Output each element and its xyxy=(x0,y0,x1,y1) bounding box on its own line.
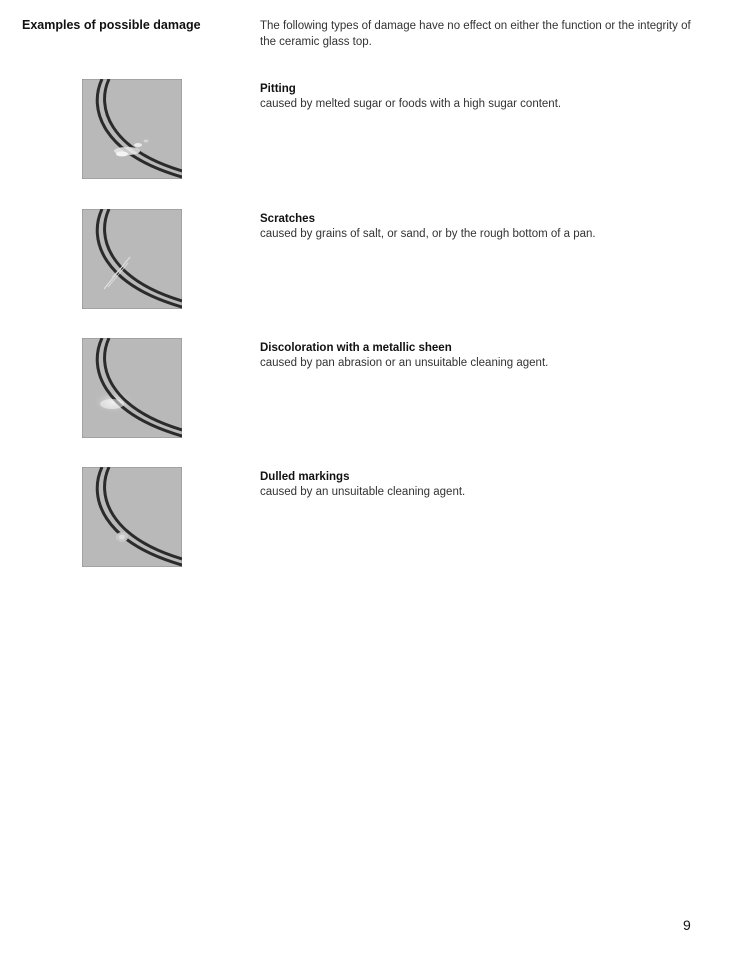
dulled-markings-image xyxy=(82,467,182,567)
damage-item-discoloration xyxy=(0,338,738,438)
item-description: caused by pan abrasion or an unsuitable cleaning agent. xyxy=(260,357,549,369)
item-description: caused by an unsuitable cleaning agent. xyxy=(260,486,466,498)
intro-text: The following types of damage have no effect on either the function or the integrity of the ceramic glass top. xyxy=(260,20,691,48)
damage-item-dulled-markings xyxy=(0,467,738,567)
item-description: caused by grains of salt, or sand, or by the rough bottom of a pan. xyxy=(260,228,596,240)
item-title: Discoloration with a metallic sheen xyxy=(260,342,452,354)
section-heading: Examples of possible damage xyxy=(22,18,201,32)
pitting-image xyxy=(82,79,182,179)
item-title: Pitting xyxy=(260,83,296,95)
item-title: Scratches xyxy=(260,213,315,225)
page-number: 9 xyxy=(683,917,691,933)
discoloration-image xyxy=(82,338,182,438)
scratches-image xyxy=(82,209,182,309)
item-description: caused by melted sugar or foods with a high sugar content. xyxy=(260,98,562,110)
damage-item-pitting xyxy=(0,79,738,179)
damage-item-scratches xyxy=(0,209,738,309)
item-title: Dulled markings xyxy=(260,471,350,483)
